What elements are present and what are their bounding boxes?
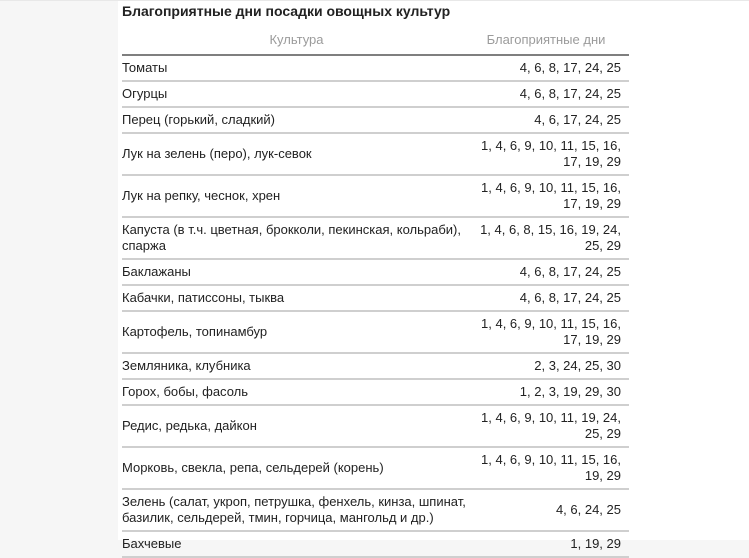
days-cell: 1, 4, 6, 9, 10, 11, 15, 16, 17, 19, 29 xyxy=(471,175,629,217)
culture-cell: Лук на репку, чеснок, хрен xyxy=(122,175,471,217)
table-body xyxy=(122,55,629,557)
days-cell: 4, 6, 17, 24, 25 xyxy=(471,107,629,133)
culture-cell: Баклажаны xyxy=(122,259,471,285)
table-header xyxy=(122,29,629,55)
table-row xyxy=(122,259,629,285)
table-row xyxy=(122,133,629,175)
table-row xyxy=(122,489,629,531)
days-cell: 1, 4, 6, 9, 10, 11, 15, 16, 17, 19, 29 xyxy=(471,311,629,353)
days-cell: 1, 4, 6, 8, 15, 16, 19, 24, 25, 29 xyxy=(471,217,629,259)
culture-cell: Картофель, топинамбур xyxy=(122,311,471,353)
culture-cell: Огурцы xyxy=(122,81,471,107)
table-row xyxy=(122,175,629,217)
days-cell: 2, 3, 24, 25, 30 xyxy=(471,353,629,379)
table-row xyxy=(122,107,629,133)
days-cell: 4, 6, 24, 25 xyxy=(471,489,629,531)
culture-cell: Редис, редька, дайкон xyxy=(122,405,471,447)
column-header-days: Благоприятные дни xyxy=(471,29,629,55)
culture-cell: Кабачки, патиссоны, тыква xyxy=(122,285,471,311)
column-header-culture: Культура xyxy=(122,29,471,55)
table-row xyxy=(122,285,629,311)
table-row xyxy=(122,531,629,557)
table-row xyxy=(122,447,629,489)
days-cell: 4, 6, 8, 17, 24, 25 xyxy=(471,285,629,311)
table-row xyxy=(122,55,629,81)
culture-cell: Томаты xyxy=(122,55,471,81)
table-row xyxy=(122,405,629,447)
culture-cell: Лук на зелень (перо), лук-севок xyxy=(122,133,471,175)
days-cell: 4, 6, 8, 17, 24, 25 xyxy=(471,55,629,81)
content-panel xyxy=(118,1,749,551)
culture-cell: Капуста (в т.ч. цветная, брокколи, пекинская, кольраби), спаржа xyxy=(122,217,471,259)
days-cell: 4, 6, 8, 17, 24, 25 xyxy=(471,81,629,107)
table-header-row xyxy=(122,29,629,55)
culture-cell: Земляника, клубника xyxy=(122,353,471,379)
culture-cell: Зелень (салат, укроп, петрушка, фенхель, кинза, шпинат, базилик, сельдерей, тмин, горчица, мангольд и др.) xyxy=(122,489,471,531)
days-cell: 1, 19, 29 xyxy=(471,531,629,557)
days-cell: 1, 4, 6, 9, 10, 11, 19, 24, 25, 29 xyxy=(471,405,629,447)
table-row xyxy=(122,81,629,107)
table-row xyxy=(122,379,629,405)
days-cell: 1, 4, 6, 9, 10, 11, 15, 16, 17, 19, 29 xyxy=(471,133,629,175)
days-cell: 1, 4, 6, 9, 10, 11, 15, 16, 19, 29 xyxy=(471,447,629,489)
table-row xyxy=(122,311,629,353)
planting-days-table xyxy=(122,29,629,558)
culture-cell: Горох, бобы, фасоль xyxy=(122,379,471,405)
culture-cell: Бахчевые xyxy=(122,531,471,557)
culture-cell: Морковь, свекла, репа, сельдерей (корень) xyxy=(122,447,471,489)
page-title: Благоприятные дни посадки овощных культур xyxy=(122,3,451,19)
days-cell: 1, 2, 3, 19, 29, 30 xyxy=(471,379,629,405)
table-row xyxy=(122,353,629,379)
days-cell: 4, 6, 8, 17, 24, 25 xyxy=(471,259,629,285)
table-row xyxy=(122,217,629,259)
culture-cell: Перец (горький, сладкий) xyxy=(122,107,471,133)
